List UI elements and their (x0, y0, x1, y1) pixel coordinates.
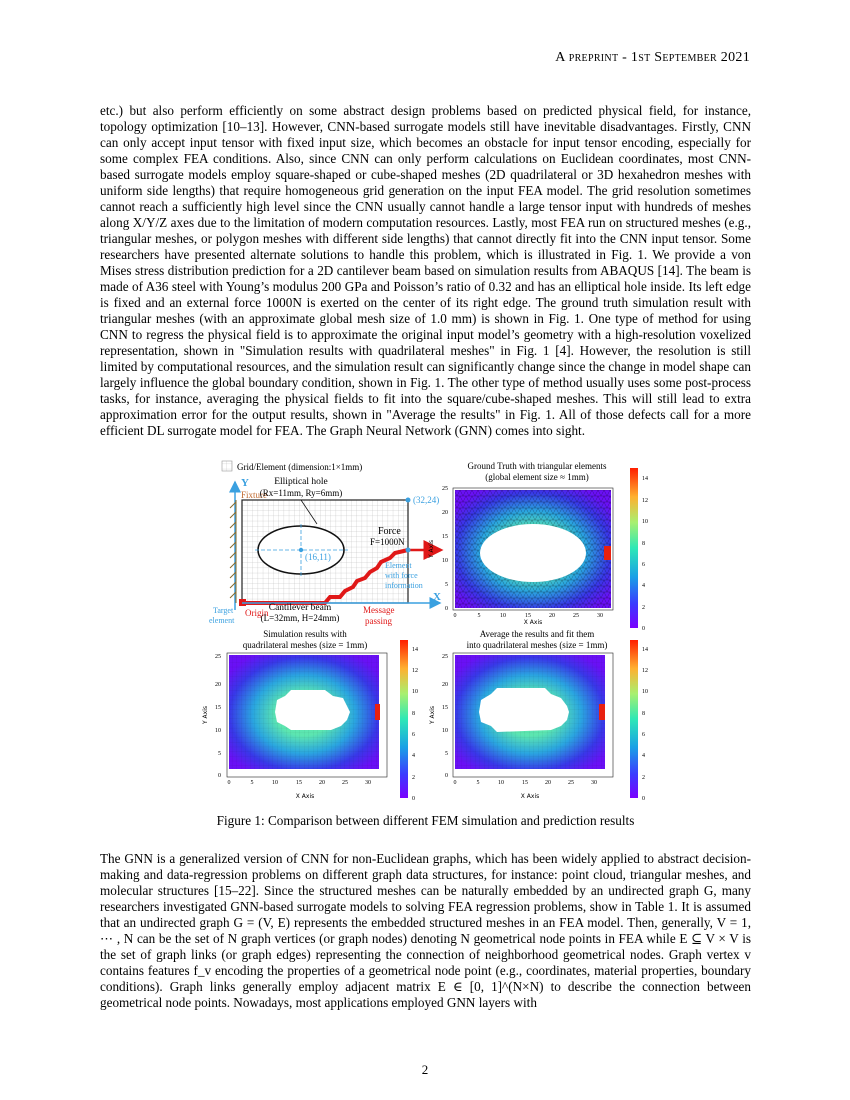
svg-text:6: 6 (642, 732, 645, 738)
svg-text:8: 8 (642, 541, 645, 547)
svg-text:5: 5 (250, 780, 254, 786)
panel1-ylabel: Y Axis (428, 539, 435, 559)
panel1-colorbar-ticks (642, 476, 648, 632)
svg-text:5: 5 (445, 582, 448, 588)
svg-text:14: 14 (642, 647, 648, 653)
panel3-xlabel: X Axis (520, 793, 540, 800)
svg-text:15: 15 (522, 780, 528, 786)
svg-text:25: 25 (442, 654, 448, 660)
svg-text:25: 25 (342, 780, 348, 786)
origin-label: Origin (245, 608, 269, 618)
svg-text:15: 15 (525, 613, 531, 619)
svg-text:5: 5 (445, 751, 448, 757)
panel3-title-line1: Average the results and fit them (479, 629, 595, 639)
svg-text:20: 20 (442, 510, 448, 516)
panel1-hotspot (604, 546, 611, 560)
svg-text:30: 30 (365, 780, 371, 786)
corner-label: (32,24) (413, 495, 440, 505)
force-element-point (406, 548, 411, 553)
svg-text:12: 12 (642, 498, 648, 504)
svg-text:0: 0 (453, 780, 457, 786)
svg-text:12: 12 (412, 668, 418, 674)
panel1-hole (480, 524, 586, 582)
panel2-colorbar (400, 640, 408, 798)
panel1-title-line2: (global element size ≈ 1mm) (485, 472, 589, 482)
panel2-title-line1: Simulation results with (263, 629, 347, 639)
svg-text:0: 0 (412, 796, 415, 802)
svg-text:12: 12 (642, 668, 648, 674)
svg-text:8: 8 (642, 711, 645, 717)
panel-quadrilateral (202, 629, 418, 802)
svg-text:2: 2 (412, 775, 415, 781)
svg-text:10: 10 (272, 780, 278, 786)
svg-text:30: 30 (597, 613, 603, 619)
svg-text:20: 20 (545, 780, 551, 786)
panel2-title-line2: quadrilateral meshes (size = 1mm) (242, 640, 368, 650)
svg-text:5: 5 (476, 780, 480, 786)
panel2-xlabel: X Axis (295, 793, 315, 800)
target-label-line2: element (209, 616, 235, 625)
svg-text:30: 30 (591, 780, 597, 786)
svg-text:20: 20 (442, 682, 448, 688)
element-info-line2: with force (385, 571, 418, 580)
figure-caption: Figure 1: Comparison between different FEM simulation and prediction results (216, 813, 635, 828)
panel1-colorbar (630, 468, 638, 628)
panel-ground-truth (428, 461, 648, 632)
svg-text:10: 10 (498, 780, 504, 786)
svg-text:0: 0 (642, 626, 645, 632)
svg-text:0: 0 (445, 773, 448, 779)
svg-text:6: 6 (642, 562, 645, 568)
message-label-line2: passing (365, 616, 392, 626)
svg-text:2: 2 (642, 605, 645, 611)
panel3-colorbar-ticks (642, 647, 648, 802)
grid-legend-label: Grid/Element (dimension:1×1mm) (237, 462, 363, 472)
element-info-line1: Element (385, 561, 412, 570)
svg-text:10: 10 (442, 728, 448, 734)
svg-text:10: 10 (412, 689, 418, 695)
panel3-hotspot (599, 704, 605, 720)
svg-text:10: 10 (442, 558, 448, 564)
svg-text:0: 0 (218, 773, 221, 779)
svg-text:10: 10 (215, 728, 221, 734)
target-label-line1: Target (213, 606, 234, 615)
force-value: F=1000N (370, 537, 405, 547)
svg-text:15: 15 (442, 705, 448, 711)
svg-text:20: 20 (549, 613, 555, 619)
panel3-ylabel: Y Axis (429, 705, 436, 725)
beam-dimensions: (L=32mm, H=24mm) (260, 613, 340, 623)
svg-text:4: 4 (412, 753, 415, 759)
y-axis-label: Y (241, 477, 249, 489)
svg-text:6: 6 (412, 732, 415, 738)
hole-center-label: (16,11) (305, 552, 331, 562)
svg-text:5: 5 (477, 613, 481, 619)
svg-text:15: 15 (296, 780, 302, 786)
panel3-colorbar (630, 640, 638, 798)
hole-center-point (299, 548, 303, 552)
svg-text:15: 15 (442, 534, 448, 540)
svg-text:0: 0 (445, 606, 448, 612)
beam-title: Cantilever beam (268, 603, 332, 613)
x-axis-label: X (433, 591, 441, 603)
fixture-label: Fixture (241, 490, 267, 500)
svg-text:20: 20 (319, 780, 325, 786)
page-number: 2 (421, 1062, 429, 1077)
svg-text:10: 10 (642, 689, 648, 695)
panel1-title-line1: Ground Truth with triangular elements (467, 461, 607, 471)
panel1-xlabel: X Axis (523, 619, 543, 626)
figure-1 (202, 460, 650, 805)
element-info-line3: information (385, 581, 423, 590)
svg-text:20: 20 (215, 682, 221, 688)
svg-text:2: 2 (642, 775, 645, 781)
hole-dimensions: (Rx=11mm, Ry=6mm) (259, 488, 343, 498)
svg-text:25: 25 (568, 780, 574, 786)
hole-title: Elliptical hole (274, 477, 328, 487)
running-header: A preprint - 1st September 2021 (555, 50, 750, 65)
panel2-colorbar-ticks (412, 647, 418, 802)
svg-text:0: 0 (453, 613, 457, 619)
panel2-ylabel: Y Axis (202, 705, 209, 725)
svg-text:14: 14 (642, 476, 648, 482)
panel-averaged (429, 629, 648, 802)
svg-text:10: 10 (642, 519, 648, 525)
panel3-title-line2: into quadrilateral meshes (size = 1mm) (466, 640, 608, 650)
svg-text:4: 4 (642, 583, 645, 589)
paragraph-gnn: The GNN is a generalized version of CNN for non-Euclidean graphs, which has been widely applied to abstract decision-making and data-regression problems on different graph data structures, for instance: point cloud, triangular meshes, and molecular structures [15–22]. Since the structured meshes can be naturally embedded by an undirected graph G, many researchers investigated GNN-based surrogate models to solving FEA regression problems, show in Table 1. It is assumed that an undirected graph G = (V, E) represents the embedded structured meshes in an FEA model. Then, generally, V = 1, ⋯ , N can be the set of N graph vertices (or graph nodes) denoting N geometrical node points in FEA while E ⊆ V × V is the set of graph links (or graph edges) representing the connection of neighborhood geometrical nodes. Graph vertex v contains features f_v encoding the properties of a geometrical node point (e.g., coordinates, material properties, boundary conditions). Graph links generally employ adjacent matrix E ∈ [0, 1]^(N×N) to describe the connection between geometrical node points. Nowadays, most applications employed GNN layers with (100, 851, 751, 1010)
paragraph-intro: etc.) but also perform efficiently on some abstract design problems based on predicted physical field, for instance, topology optimization [10–13]. However, CNN-based surrogate models still have inevitable disadvantages. Firstly, CNN can only accept input tensor with fixed input size, which becomes an obstacle for input tensor encoding, especially for some complex FEA conditions. Also, since CNN can only perform calculations on Euclidean coordinates, most CNN-based surrogate models employ square-shaped or cube-shaped meshes (2D quadrilateral or 3D hexahedron meshes with uniform side lengths) that require homogeneous grid generation on the input FEA model. The grid resolution sometimes cannot reach a sufficiently high level since the CNN usually cannot handle a large tensor input with hundreds of meshes along X/Y/Z axes due to the limitation of modern computation resources. Lastly, most FEA run on structured meshes (e.g., triangular meshes, or polygon meshes with different side lengths) that cannot directly fit into the CNN input tensor. Some researchers have presented alternate solutions to handle this problem, which is illustrated in Fig. 1. We provide a von Mises stress distribution prediction for a 2D cantilever beam based on simulation results from ABAQUS [14]. The beam is made of A36 steel with Young’s modulus 200 GPa and Poisson’s ratio of 0.32 and has an elliptical hole inside. Its left edge is fixed and an external force 1000N is exerted on the center of its right edge. The ground truth simulation result with triangular meshes (with an approximate global mesh size of 1.0 mm) is shown in Fig. 1. One type of method for using CNN to regress the physical field is to approximate the original input model’s geometry with a high-resolution voxelized representation, shown in "Simulation results with quadrilateral meshes" in Fig. 1 [4]. However, the resolution is still limited by computational resources, and the simulation result can significantly change since the change in model shape can largely influence the global boundary condition, shown in Fig. 1. The other type of method usually uses some post-process tasks, for instance, averaging the physical fields to fit into the square/cube-shaped meshes. This will still lead to extra approximation error for the output results, shown in "Average the results" in Fig. 1. All of those defects call for a more efficient DL surrogate model for FEA. The Graph Neural Network (GNN) comes into sight. (100, 103, 751, 438)
svg-text:4: 4 (642, 753, 645, 759)
svg-text:0: 0 (642, 796, 645, 802)
svg-text:0: 0 (227, 780, 231, 786)
force-title: Force (378, 526, 401, 537)
schematic-panel (209, 461, 441, 626)
svg-text:25: 25 (573, 613, 579, 619)
svg-text:25: 25 (442, 486, 448, 492)
svg-text:25: 25 (215, 654, 221, 660)
corner-point (406, 498, 411, 503)
svg-text:10: 10 (500, 613, 506, 619)
panel2-hotspot (375, 704, 380, 720)
svg-text:14: 14 (412, 647, 418, 653)
svg-text:15: 15 (215, 705, 221, 711)
svg-text:5: 5 (218, 751, 221, 757)
message-label-line1: Message (363, 605, 395, 615)
svg-text:8: 8 (412, 711, 415, 717)
grid-legend-icon (222, 461, 232, 471)
